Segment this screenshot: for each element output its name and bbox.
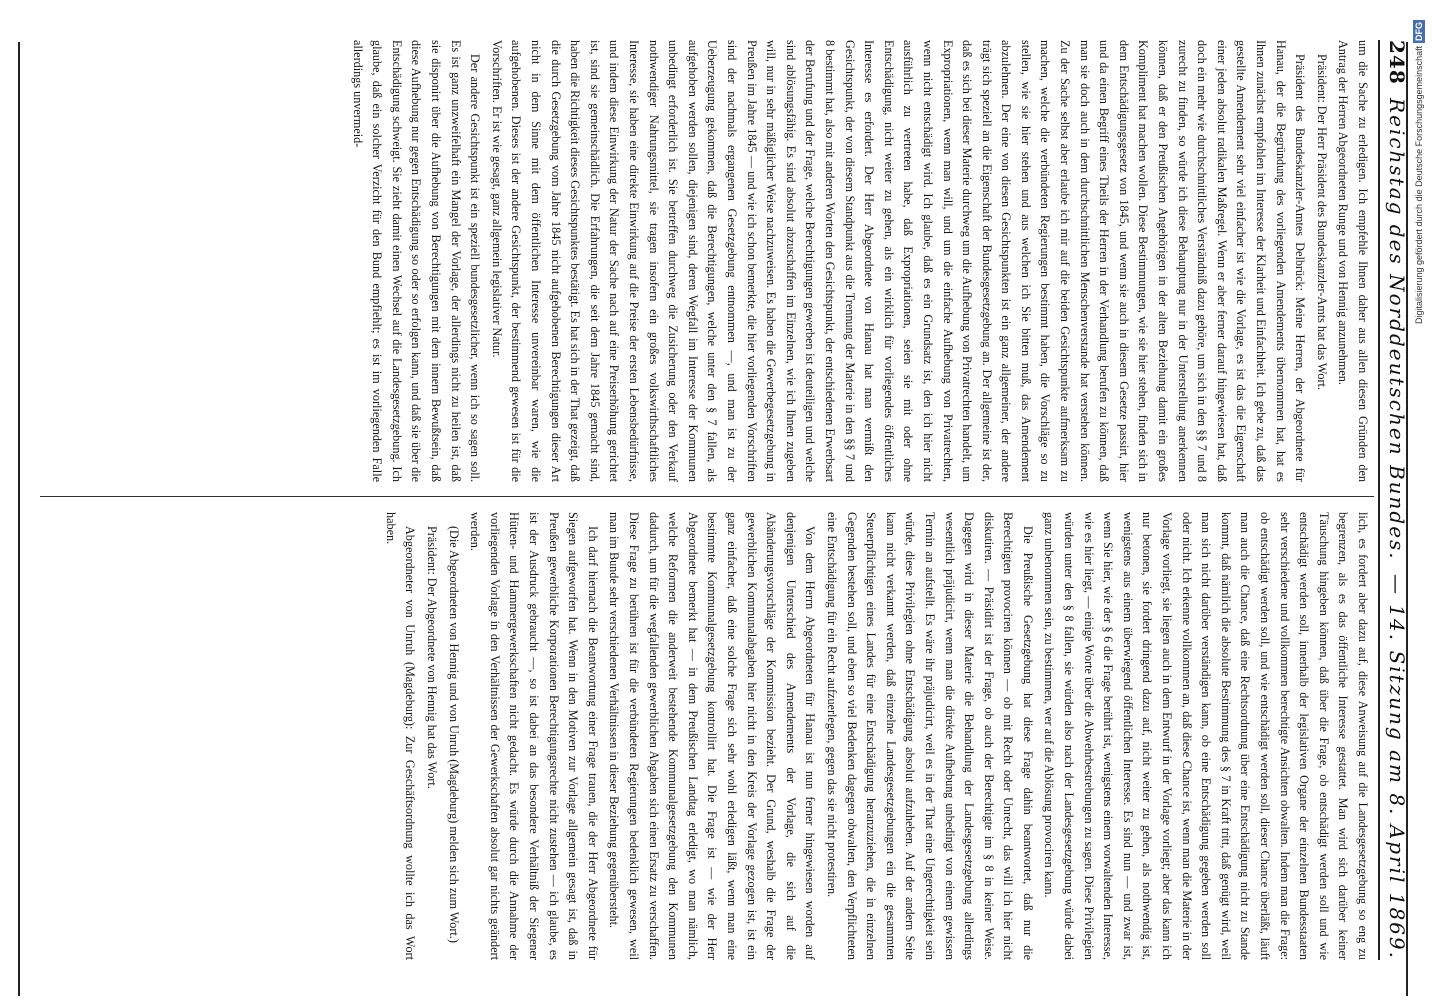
paragraph: Präsident: Der Herr Präsident des Bundeskanzler-Amts hat das Wort. (1314, 54, 1329, 390)
dfg-logo: DFG (1414, 22, 1424, 41)
page-number: 248 (1385, 40, 1409, 85)
paragraph: lich, es fordert aber dazu auf, diese Anweisung auf die Landesgesetzgebung so eng zu begrenzen, als es das öffentliche Interesse gestattet. Man wird sich darüber keiner Täuschung hingeben können, daß über die Frage, ob entschädigt werden soll und wie entschädigt werden soll, innerhalb der legislativen Organe der einzelnen Bundesstaaten sehr verschiedene und vollkommen berechtigte Ansichten obwalten. Indem man die Frage: ob entschädigt werden soll, und wie entschädigt werden soll, dieser Chance überläßt, läuft man auch die Chance, daß eine Rechtsordnung über eine Entschädigung nicht zu Stande kommt, daß nämlich die absolute Bestimmung des § 7 in Kraft tritt, daß genügt wird, weil man sich nicht darüber verständigen kann, ob eine Entschädigung gegeben werden soll oder nicht. Ich erkenne vollkommen an, daß diese Chance ist, wenn man die Materie in der Vorlage vorliegt, sie liegen auch in dem Entwurf in der Vorlage vorliegt; aber das kann ich nur betonen, sie fordert dringend dazu auf, nicht weiter zu gehen, als nothwendig ist, wenigstens aus einem überwiegend öffentlichen Interesse. Es sind nun — und zwar ist, wenn Sie hier, wie der § 6 die Frage berührt ist, wenigstens einem vorwaltenden Interesse, wie es hier liegt, — einige Worte über die Abwehrbestrebungen zu sagen. Diese Privilegien würden unter den § 8 fallen, sie würden also nach der Landesgesetzgebung würde dabei ganz unbenommen sein, zu bestimmen, wer auf die Ablösung provociren kann. (1042, 512, 1370, 960)
paragraph: um die Sache zu erledigen. Ich empfehle Ihnen daher aus allen diesen Gründen den Antrag der Herren Abgeordneten Runge und von Hennig anzunehmen. (1336, 40, 1370, 482)
column-separator (40, 496, 1374, 497)
page-header (1378, 40, 1414, 960)
left-text-column (40, 40, 1372, 482)
paragraph: (Die Abgeordneten von Hennig und von Unruh (Magdeburg) melden sich zum Wort.) (446, 526, 461, 943)
right-text-column (40, 512, 1372, 960)
digitization-text: Digitalisierung gefördert durch die Deutsche Forschungsgemeinschaft (1414, 45, 1424, 324)
left-running-title: Reichstag des Norddeutschen Bundes. (1385, 98, 1409, 561)
digitization-note (1414, 20, 1430, 980)
paragraph: Präsident des Bundeskanzler-Amtes Delbrück: Meine Herren, der Abgeordnete für Hanau, der die Begründung des vorliegenden Amendements übernommen hat, hat es Ihnen zunächst empfohlen im Interesse der Klarheit und Einfachheit. Ich gebe zu, daß das gestellte Amendement sehr viel einfacher ist wie die Vorlage, es ist das die Eigenschaft einer jeden absolut radikalen Maßregel. Wenn er aber ferner darauf hingewiesen hat, daß doch ein mehr wie durchschnittliches Verständniß dazu gehöre, um sich in den §§ 7 und 8 zurecht zu finden, so würde ich diese Behauptung nur in der Unterstellung anerkennen können, daß er den Preußischen Angehörigen in der alten Beziehung damit ein großes Kompliment hat machen wollen. Diese Bestimmungen, wie sie hier stehen, finden sich in dem Entschädigungsgesetz von 1845, und wenn sie auch in diesem Gesetze passirt, hier und da einen Begriff eines Theils der Herren in der Verhandlung berufen zu können, daß man sie doch auch in dem durchschnittlichen Menschenverstande hat verstehen können. Zu der Sache selbst aber erlaube ich mir auf die beiden Gesichtspunkte aufmerksam zu machen, welche die verbündeten Regierungen bestimmt haben, die Vorschläge so zu stellen, wie sie hier stehen und aus welchen ich Sie bitten muß, das Amendement abzulehnen. Der eine von diesen Gesichtspunkten ist ein ganz allgemeiner, der andere trägt sich speziell an die Eigenschaft der Bundesgesetzgebung an. Der allgemeine ist der, daß es sich bei dieser Materie durchweg um die Aufhebung von Privatrechten handelt, um Expropriationen, wenn man will, und um die einfache Aufhebung von Privatrechten, wenn nicht entschädigt wird. Ich glaube, daß es ein Grundsatz ist, den ich hier nicht ausführlich zu vertreten habe, daß Expropriationen, seien sie mit oder ohne Entschädigung, nicht weiter zu gehen, als ein wirklich für vorliegendes öffentliches Interesse es erfordert. Der Herr Abgeordnete von Hanau hat man vermißt den Gesichtspunkt, der von diesem Standpunkt aus die Trennung der Materie in den §§ 7 und 8 bestimmt hat, also mit anderen Worten den Gesichtspunkt, der entschiedenen Erwerbsart der Berufung und der Frage, welche Berechtigungen gewerben ist deuteiligen und welche sind ablösungsfähig. Es sind absolut abzuschaffen im Einzelnen, wie ich Ihnen zugeben will, nur in sehr mäßiglicher Weise nachzuweisen. Es haben die Gewerbegesetzgebung in Preußen im Jahre 1845 — und wie ich schon bemerkte, die hier vorliegenden Vorschriften sind der nachmals ergangenen Gesetzgebung entnommen —, und man ist zu der Ueberzeugung gekommen, daß die Berechtigungen, welche unter den § 7 fallen, als aufgehoben werden sollen, diejenigen sind, deren Wegfall im Interesse der Kommunen unbedingt erforderlich ist. Sie betreffen durchweg die Zusicherung oder den Verkauf nothwendiger Nahrungsmittel, sie tragen insofern ein großes volkswirthschaftliches Interesse, sie haben eine direkte Einwirkung auf die Preise der ersten Lebensbedürfnisse, und indem diese Einwirkung der Natur der Sache nach auf eine Preiserhöhung gerichtet ist, sind sie gemeinschädlich. Die Erfahrungen, die seit dem Jahre 1845 gemacht sind, haben die Richtigkeit dieses Gesichtspunktes bestätigt. Es hat sich in der That gezeigt, daß die durch Gesetzgebung vom Jahre 1845 nicht aufgehobenen Berechtigungen dieser Art nicht in dem Sinne mit dem öffentlichen Interesse unvereinbar waren, wie die aufgehobenen. Dieses ist der andere Gesichtspunkt, der bestimmend gewesen ist für die Vorschriften. Er ist wie gesagt, ganz allgemein legislativer Natur. (489, 40, 1308, 482)
paragraph: Ich darf hiernach die Beantwortung einer Frage trauen, die der Herr Abgeordnete für Siegen aufgeworfen hat. Wenn in den Motiven zur Vorlage allgemein gesagt ist, daß in Preußen gewerbliche Korporationen Berechtigungsrechte nicht zustehen — ich glaube, es ist der Ausdruck gebraucht —, so ist dabei an das besondere Verhältniß der Siegener Hütten- und Hammergewerkschaften nicht gedacht. Es würde durch die Annahme der vorliegenden Vorlage in den Verhältnissen der Gewerkschaften absolut gar nichts geändert werden. (468, 512, 600, 960)
paragraph: Von dem Herrn Abgeordneten für Hanau ist nun ferner hingewiesen worden auf denjenigen Unterschied des Amendements der Vorlage, die sich auf die Abänderungsvorschläge der Kommission bezieht. Der Grund, weshalb die Frage der gewerblichen Kommunalabgaben hier nicht in den Kreis der Vorlage gezogen ist, ist ein ganz einfacher, daß eine solche Frage sich sehr wohl erledigen läßt, wenn man eine bestimmte Kommunalgesetzgebung kontrollirt hat. Die Frage ist — wie der Herr Abgeordnete bemerkt hat — in dem Preußischen Landtag erledigt, wo man nämlich, welche Reformen die anderweit bestehende Kommunalgesetzgebung den Kommunen dadurch, um für die wegfallenden gewerblichen Abgaben sich einen Ersatz zu verschaffen. Diese Frage zu berühren ist für die verbündeten Regierungen bedenklich gewesen, weil man im Bunde sehr verschiedenen Verhältnissen in dieser Beziehung gegenübersteht. (607, 512, 818, 960)
paragraph: Abgeordneter von Unruh (Magdeburg): Zur Geschäftsordnung wollte ich das Wort haben. (383, 512, 418, 960)
right-running-title: — 14. Sitzung am 8. April 1869. (1385, 573, 1409, 960)
paragraph: Der andere Gesichtspunkt ist ein speziell bundesgesetzlicher, wenn ich so sagen soll. Es ist ganz unzweifelhaft ein Mangel der Vorlage, der allerdings nicht zu heilen ist, daß sie disponirt über die Aufhebung von Berechtigungen mit dem innern Bewußtsein, daß diese Aufhebung nur gegen Entschädigung so oder so erfolgen kann, und daß sie über die Entschädigung schweigt. Sie zieht damit einen Wechsel auf die Landesgesetzgebung. Ich glaube, daß ein solcher Verzicht für den Bund empfiehlt; es ist im vorliegenden Falle allerdings unvermeid- (350, 40, 483, 482)
paragraph: Die Preußische Gesetzgebung hat diese Frage dahin beantwortet, daß nur die Berechtigten provociren können — ob mit Recht oder Unrecht, das will ich hier nicht diskutiren. — Präsidirt ist der Frage, ob auch der Berechtigte im § 8 in keiner Weise. Dagegen wird in dieser Materie die Behandlung der Landesgesetzgebung allerdings wesentlich präjudicirt, wenn man die direkte Aufhebung unbedingt von einem gewissen Termin an aufstellt. Es wäre ihr präjudicirt, weil es in der That eine Ungerechtigkeit sein würde, diese Privilegien ohne Entschädigung absolut aufzuheben. Auf der andern Seite kann nicht verkannt werden, daß einzelne Landesgesetzgebungen ein die gesammten Steuerpflichtigen eines Landes für eine Entschädigung heranzuziehen, die in einzelnen Gegenden bestehen soll, und eben so viel Bedenken dagegen obwalten, den Verpflichteten eine Entschädigung für ein Recht aufzuerlegen, gegen das sie nicht protestiren. (824, 512, 1035, 960)
paragraph: Präsident: Der Abgeordnete von Hennig hat das Wort. (425, 526, 440, 789)
